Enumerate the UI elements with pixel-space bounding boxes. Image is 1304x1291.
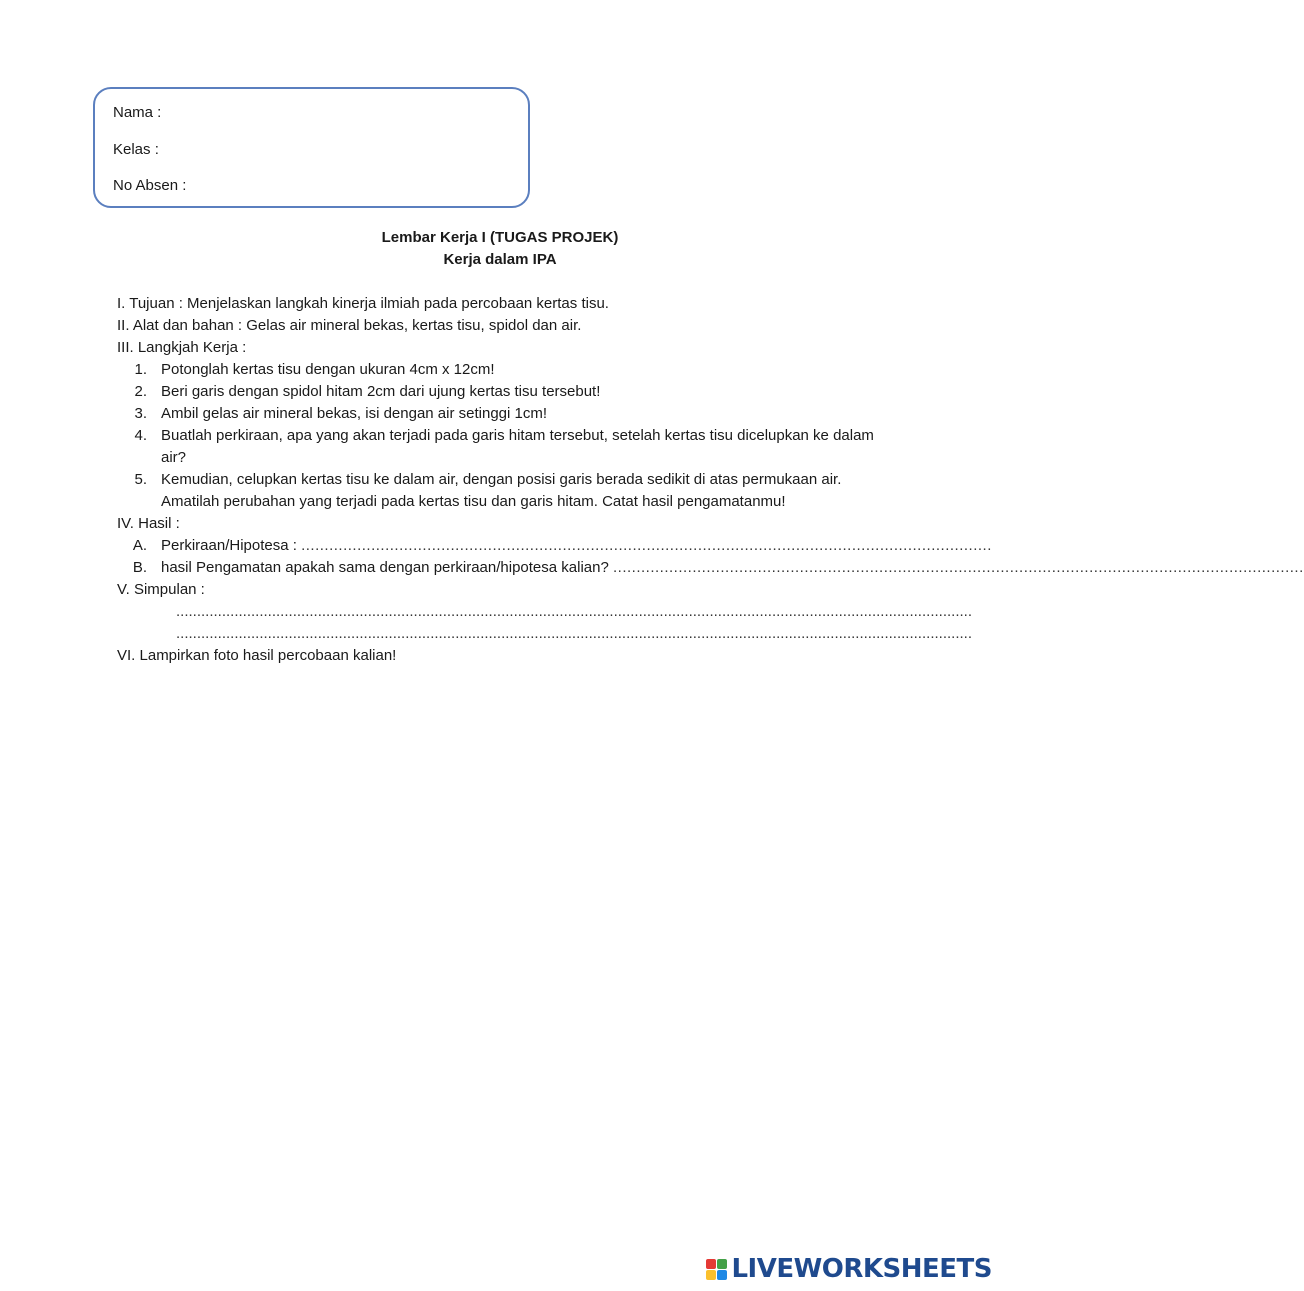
step-number: 5. (134, 471, 147, 488)
nama-label: Nama : (113, 104, 162, 121)
logo-mark-icon (706, 1259, 727, 1280)
liveworksheets-logo (706, 1253, 992, 1285)
hasil-answer-line[interactable] (147, 557, 1304, 579)
hasil-item (117, 535, 992, 557)
step-item (117, 425, 882, 469)
step-item (117, 403, 882, 425)
student-identity-box (93, 87, 530, 208)
step-item (117, 469, 882, 513)
step-number: 3. (134, 405, 147, 422)
hasil-prompt: hasil Pengamatan apakah sama dengan perkiraan/hipotesa kalian? (161, 559, 613, 576)
step-number: 1. (134, 361, 147, 378)
step-number: 2. (134, 383, 147, 400)
hasil-letter: A. (132, 537, 147, 554)
hasil-answer-line[interactable] (147, 535, 992, 557)
logo-text: LIVEWORKSHEETS (731, 1254, 992, 1284)
step-text: Beri garis dengan spidol hitam 2cm dari ujung kertas tisu tersebut! (161, 383, 601, 400)
step-text: Kemudian, celupkan kertas tisu ke dalam air, dengan posisi garis berada sedikit di atas permukaan air. Amatilah perubahan yang terjadi pada kertas tisu dan garis hitam. Catat hasil pengamatanmu! (161, 471, 842, 510)
answer-dots: .................................................................................................................................................... (612, 559, 1304, 576)
langkah-heading: III. Langkjah Kerja : (117, 339, 247, 356)
step-text: Ambil gelas air mineral bekas, isi dengan air setinggi 1cm! (161, 405, 548, 422)
answer-dots: .................................................................................................................................................... (301, 537, 992, 554)
kelas-label: Kelas : (113, 141, 159, 158)
hasil-prompt: Perkiraan/Hipotesa : (161, 537, 302, 554)
worksheet-title: Lembar Kerja I (TUGAS PROJEK) (381, 229, 619, 246)
tujuan-line: I. Tujuan : Menjelaskan langkah kinerja ilmiah pada percobaan kertas tisu. (117, 295, 609, 312)
step-item (117, 359, 882, 381)
lampiran-line: VI. Lampirkan foto hasil percobaan kalian! (117, 647, 397, 664)
hasil-letter: B. (132, 559, 147, 576)
no-absen-label: No Absen : (113, 177, 187, 194)
simpulan-answer-line[interactable]: ............................................................................................................................................................................................... (176, 625, 972, 642)
worksheet-subtitle: Kerja dalam IPA (443, 251, 557, 268)
step-text: Potonglah kertas tisu dengan ukuran 4cm x 12cm! (161, 361, 495, 378)
simpulan-answer-line[interactable]: ............................................................................................................................................................................................... (176, 603, 972, 620)
hasil-item (117, 557, 1304, 579)
worksheet-body (117, 293, 1304, 667)
hasil-heading: IV. Hasil : (117, 515, 180, 532)
alat-bahan-line: II. Alat dan bahan : Gelas air mineral bekas, kertas tisu, spidol dan air. (117, 317, 582, 334)
simpulan-heading: V. Simpulan : (117, 581, 205, 598)
step-number: 4. (134, 427, 147, 444)
step-item (117, 381, 882, 403)
step-text: Buatlah perkiraan, apa yang akan terjadi pada garis hitam tersebut, setelah kertas tisu dicelupkan ke dalam air? (161, 427, 874, 466)
